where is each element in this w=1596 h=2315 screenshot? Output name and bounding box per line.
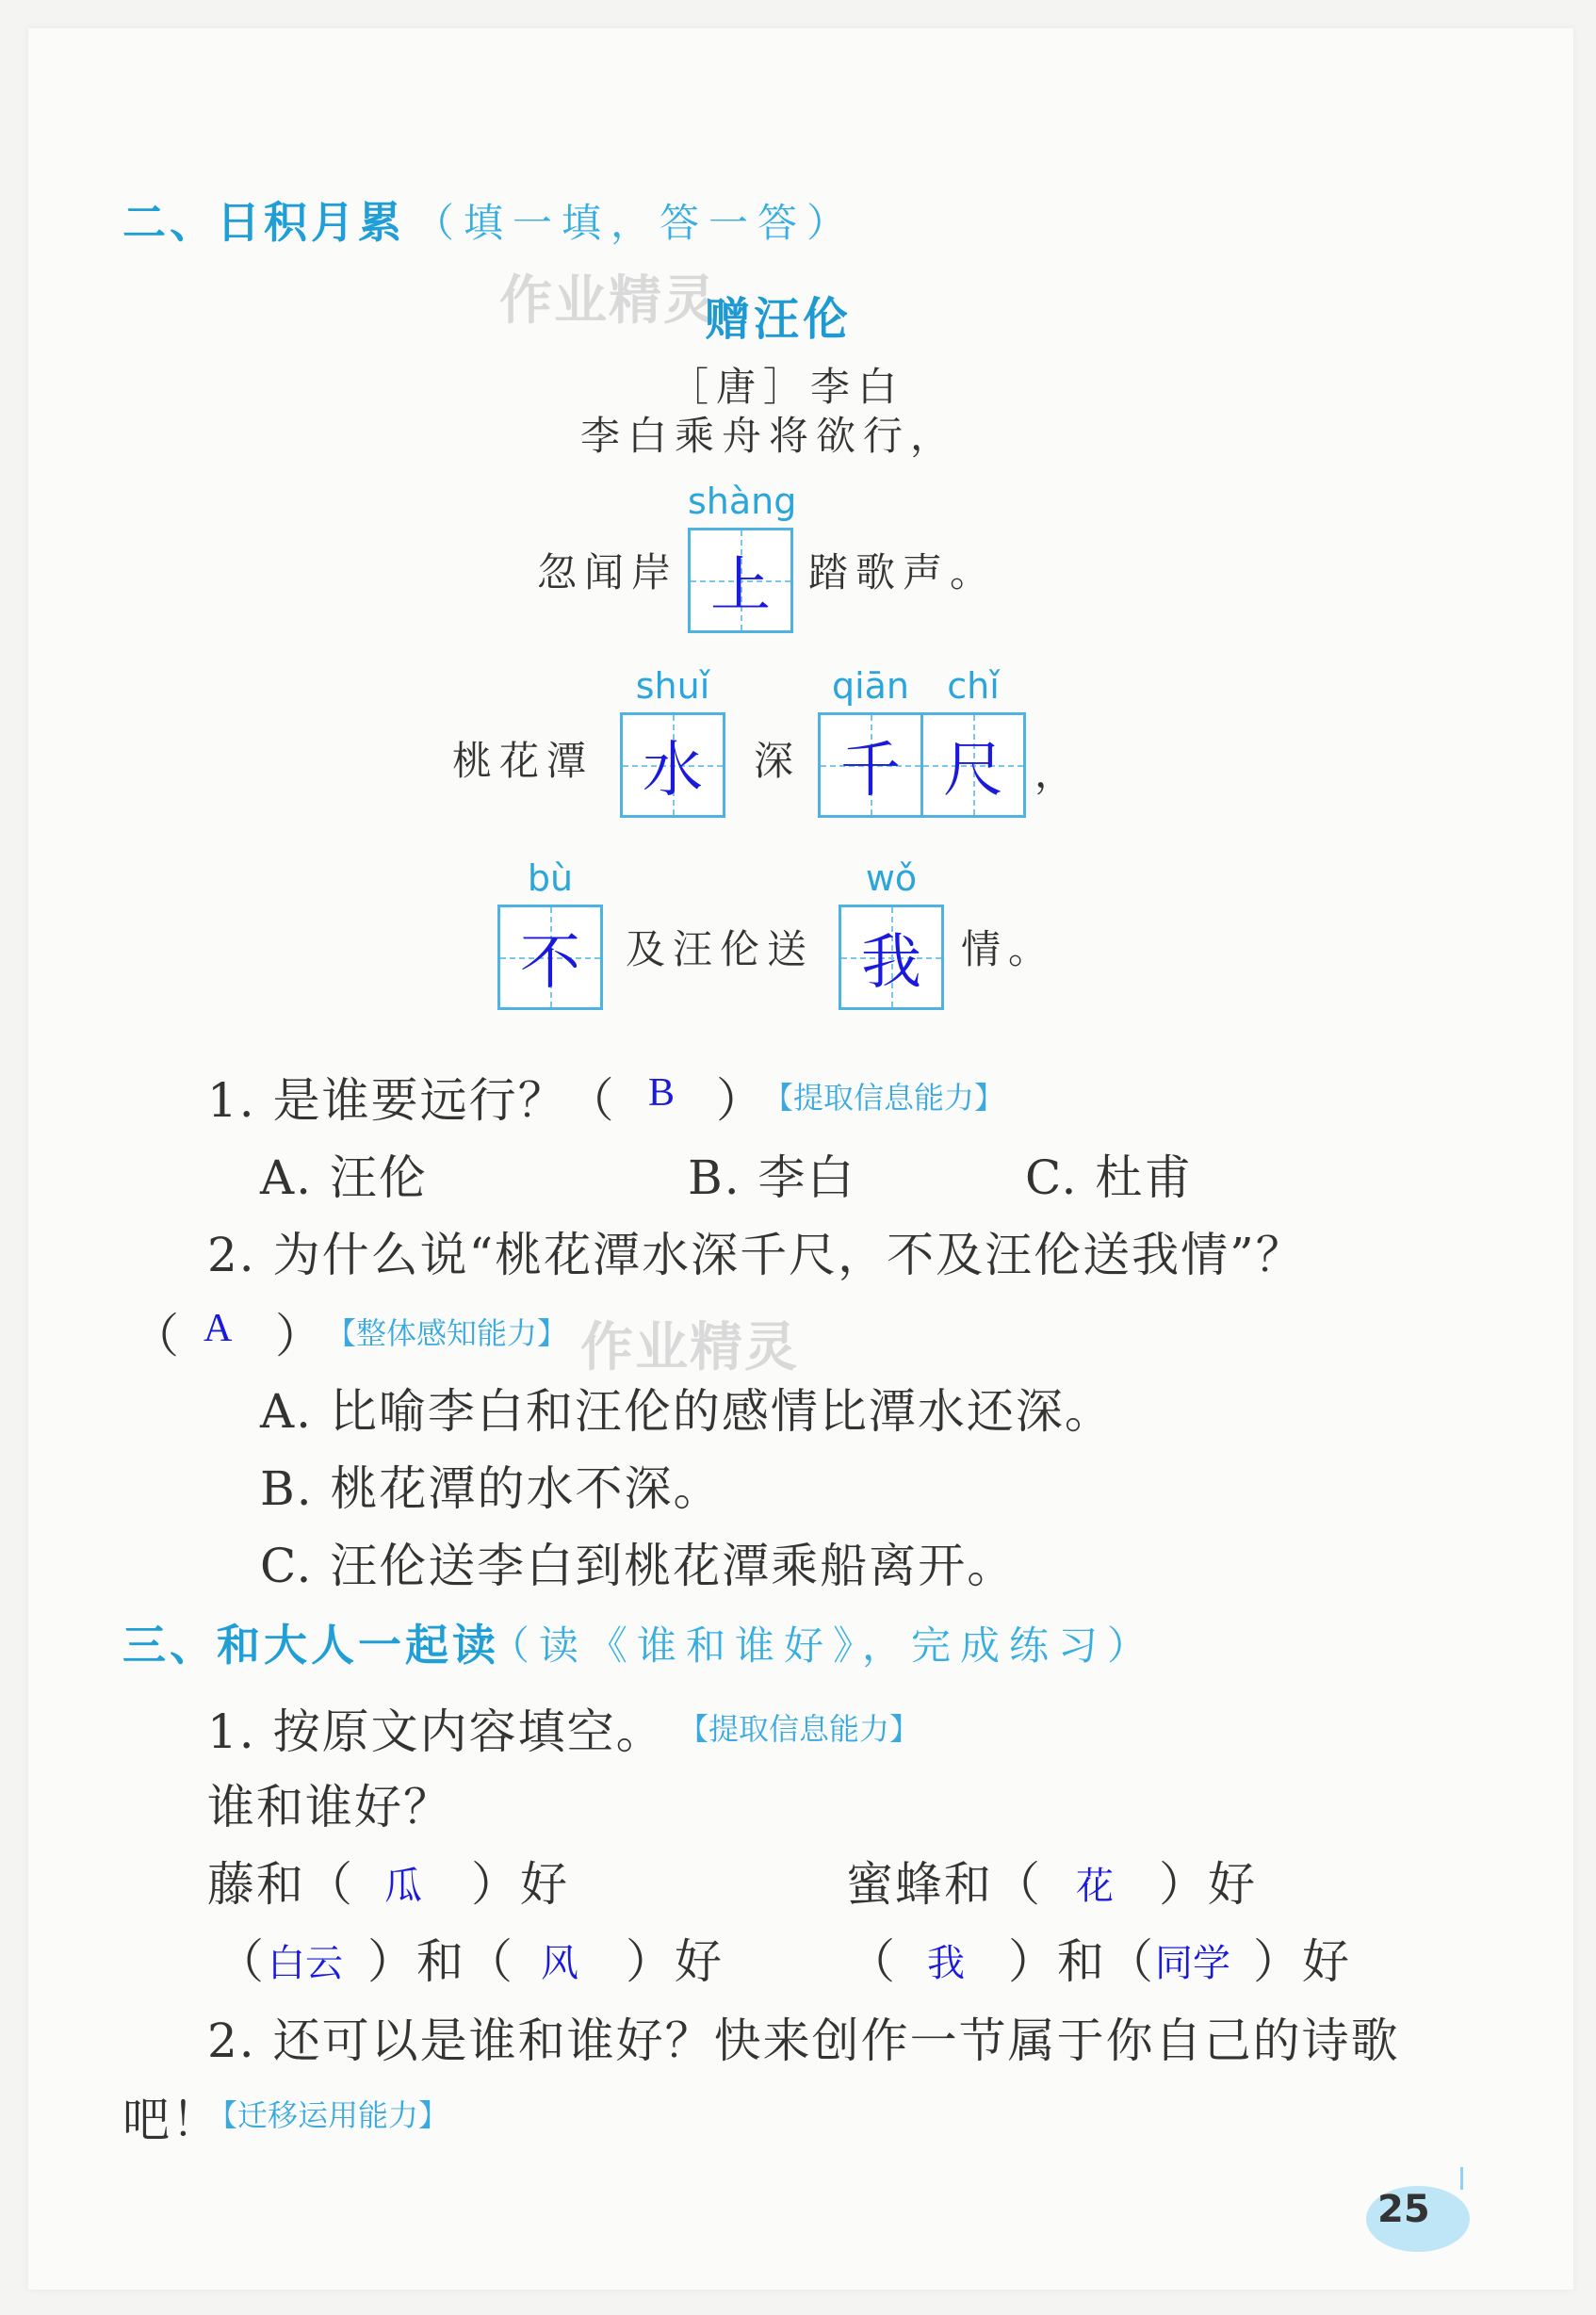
tianzige-box[interactable]	[688, 528, 793, 633]
fill-row-2a-suffix: ）好	[626, 1934, 724, 1989]
box-answer: 我	[861, 928, 921, 998]
poem-line4-middle: 及汪伦送	[626, 926, 815, 972]
option-c: C. 汪伦送李白到桃花潭乘船离开。	[260, 1539, 1017, 1593]
snail-antenna-icon	[1460, 2167, 1473, 2190]
fill-row-1b-suffix: ）好	[1159, 1857, 1257, 1912]
tianzige-box[interactable]	[818, 712, 923, 818]
pinyin-bu: bù	[527, 857, 574, 899]
option-c: C. 杜甫	[1025, 1150, 1194, 1205]
box-answer: 千	[840, 736, 901, 806]
option-b: B. 桃花潭的水不深。	[260, 1461, 723, 1516]
option-b: B. 李白	[688, 1150, 856, 1205]
answer-blank[interactable]: 我	[927, 1942, 965, 1985]
question-2-text: 2. 为什么说“桃花潭水深千尺，不及汪伦送我情”？	[207, 1228, 1305, 1282]
poem-author: ［唐］李白	[669, 364, 905, 410]
skill-tag: 【整体感知能力】	[326, 1315, 568, 1351]
fill-row-1a-suffix: ）好	[471, 1857, 569, 1912]
skill-tag: 【提取信息能力】	[763, 1080, 1005, 1116]
tianzige-box[interactable]	[839, 905, 944, 1010]
question-1-text: 1. 按原文内容填空。	[207, 1704, 665, 1759]
tianzige-box[interactable]	[920, 712, 1026, 818]
pinyin-shui: shuǐ	[635, 665, 710, 707]
watermark: 作业精灵	[499, 270, 718, 332]
fill-row-2b-middle: ）和（	[1008, 1934, 1155, 1989]
question-prompt: 谁和谁好？	[207, 1780, 452, 1834]
fill-row-2a-open: （	[217, 1934, 266, 1989]
skill-tag: 【迁移运用能力】	[207, 2097, 449, 2133]
fill-row-1b-prefix: 蜜蜂和（	[846, 1857, 1042, 1912]
poem-line1: 李白乘舟将欲行，	[580, 413, 958, 459]
box-answer: 尺	[943, 736, 1003, 806]
answer-blank[interactable]: 白云	[268, 1942, 343, 1985]
section2-title: 二、日积月累	[122, 197, 405, 248]
fill-row-2a-middle: ）和（	[367, 1934, 514, 1989]
question-2-close: ）	[275, 1309, 324, 1363]
fill-row-1a-prefix: 藤和（	[207, 1857, 354, 1912]
box-answer: 水	[643, 736, 703, 806]
answer-blank[interactable]: 风	[541, 1942, 578, 1985]
poem-line3-prefix: 桃花潭	[452, 738, 594, 784]
tianzige-box[interactable]	[620, 712, 725, 818]
pinyin-wo: wǒ	[865, 857, 918, 899]
poem-line2-prefix: 忽闻岸	[537, 549, 679, 595]
answer-blank[interactable]: 同学	[1155, 1942, 1230, 1985]
page-number: 25	[1377, 2188, 1430, 2231]
skill-tag: 【提取信息能力】	[678, 1711, 920, 1747]
question-1-text: 1. 是谁要远行？（	[207, 1073, 616, 1128]
fill-row-2b-open: （	[848, 1934, 897, 1989]
question-2-text-continued: 吧！	[122, 2093, 220, 2147]
answer-blank[interactable]: 瓜	[384, 1865, 422, 1908]
answer-blank[interactable]: 花	[1076, 1865, 1114, 1908]
section3-subtitle: （读《谁和谁好》，完成练习）	[490, 1622, 1157, 1669]
pinyin-qian: qiān	[831, 665, 910, 707]
tianzige-box[interactable]	[497, 905, 603, 1010]
pinyin-chi: chǐ	[947, 665, 1000, 707]
poem-line3-middle: 深	[754, 738, 802, 784]
answer-blank[interactable]: B	[648, 1071, 676, 1115]
question-2-open: （	[132, 1309, 181, 1363]
pinyin-shang: shàng	[688, 481, 797, 522]
workbook-page	[28, 28, 1573, 2290]
option-a: A. 汪伦	[260, 1150, 428, 1205]
poem-line4-suffix: 情。	[961, 926, 1056, 972]
poem-title: 赠汪伦	[705, 293, 853, 346]
question-2-text: 2. 还可以是谁和谁好？快来创作一节属于你自己的诗歌	[207, 2013, 1400, 2068]
answer-blank[interactable]: A	[204, 1307, 233, 1350]
option-a: A. 比喻李白和汪伦的感情比潭水还深。	[260, 1384, 1114, 1439]
box-answer: 不	[520, 928, 580, 998]
box-answer: 上	[710, 551, 771, 621]
question-1-close: ）	[716, 1073, 765, 1128]
fill-row-2b-suffix: ）好	[1253, 1934, 1351, 1989]
section3-title: 三、和大人一起读	[122, 1620, 499, 1671]
poem-line2-suffix: 踏歌声。	[808, 549, 998, 595]
watermark: 作业精灵	[580, 1317, 799, 1378]
poem-line3-suffix: ，	[1034, 750, 1083, 796]
section2-subtitle: （填一填，答一答）	[415, 200, 856, 246]
